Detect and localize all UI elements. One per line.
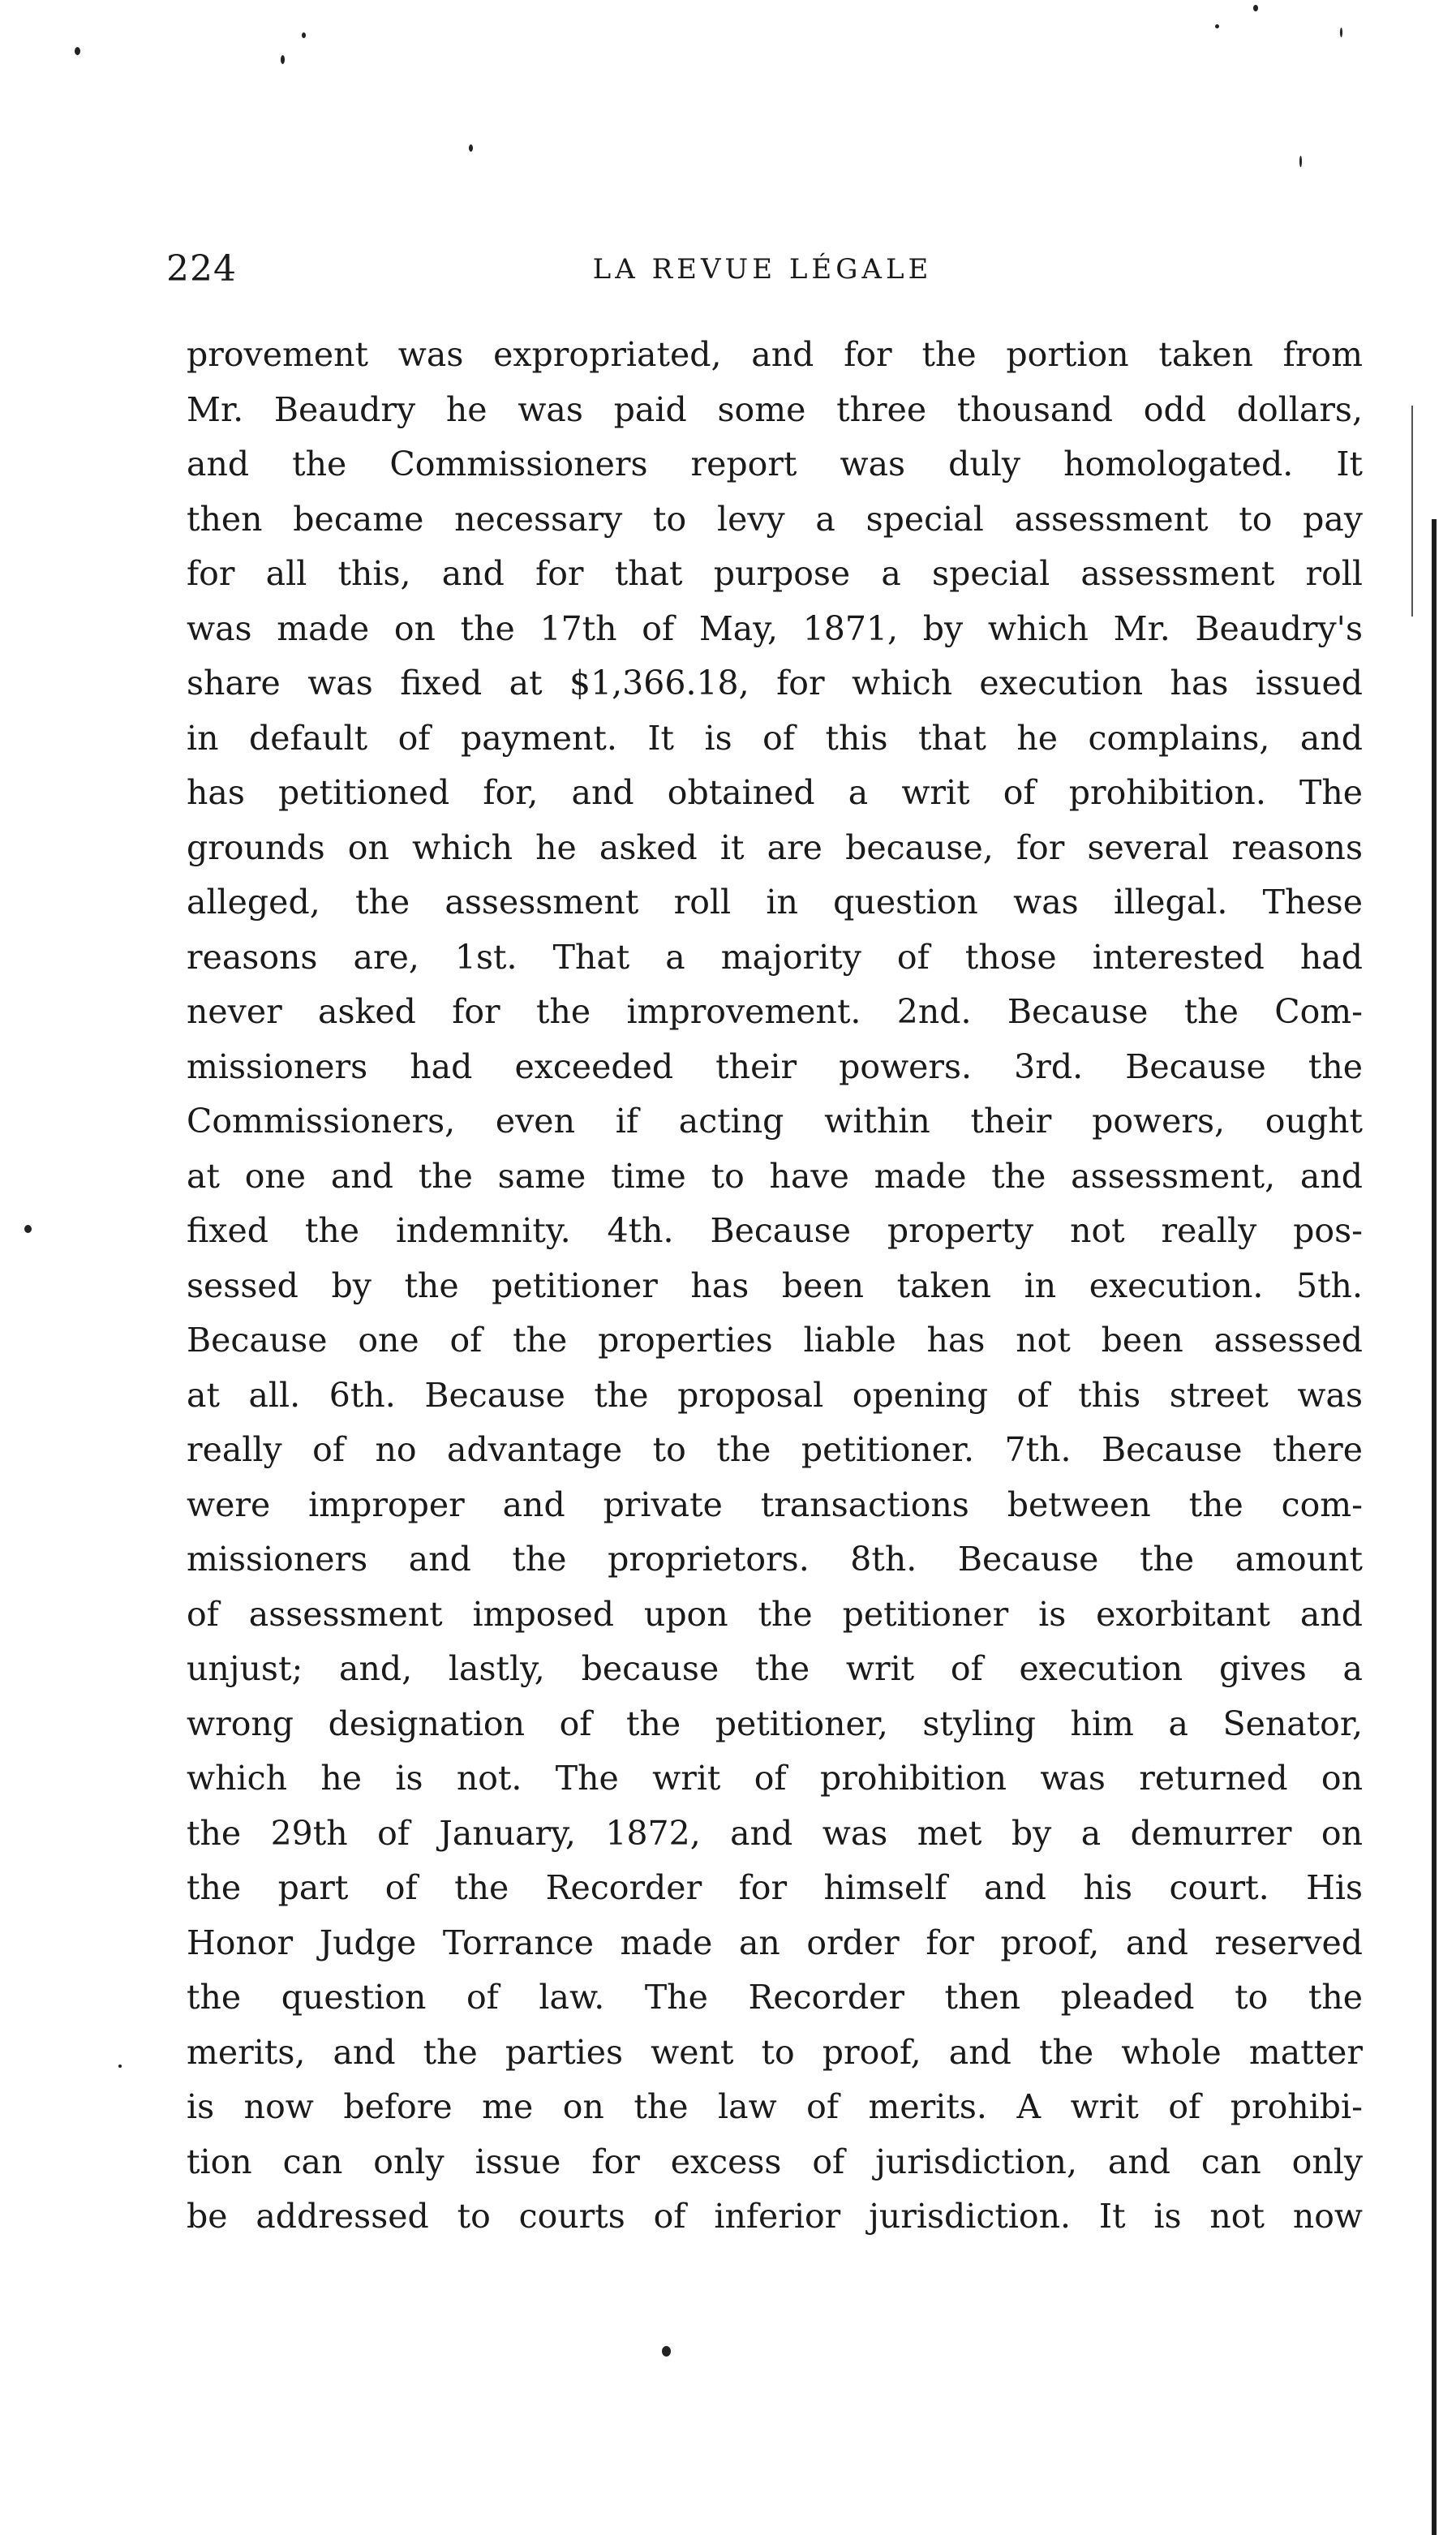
running-head: LA REVUE LÉGALE <box>592 253 933 286</box>
text-line: the part of the Recorder for himself and his court. His <box>187 1868 1363 1907</box>
text-line: and the Commissioners report was duly homologated. It <box>187 445 1363 483</box>
ink-speck <box>302 32 306 38</box>
text-line: then became necessary to levy a special assessment to pay <box>187 499 1363 539</box>
text-line: Commissioners, even if acting within their powers, ought <box>187 1102 1363 1141</box>
text-line: at all. 6th. Because the proposal opening of this street was <box>187 1375 1363 1415</box>
ink-speck <box>1340 28 1342 37</box>
text-line: the question of law. The Recorder then pleaded to the <box>187 1978 1363 2017</box>
text-line: missioners and the proprietors. 8th. Because the amount <box>187 1540 1363 1579</box>
text-line: is now before me on the law of merits. A writ of prohibi- <box>187 2087 1363 2126</box>
page-number: 224 <box>166 248 237 290</box>
text-line: grounds on which he asked it are because, for several reasons <box>187 827 1363 867</box>
text-line: for all this, and for that purpose a special assessment roll <box>187 554 1363 593</box>
text-line: the 29th of January, 1872, and was met by a demurrer on <box>187 1813 1363 1853</box>
text-line: be addressed to courts of inferior jurisdiction. It is not now <box>187 2197 1363 2236</box>
ink-speck <box>662 2346 671 2357</box>
page-header <box>166 248 1359 297</box>
text-line: at one and the same time to have made the assessment, and <box>187 1156 1363 1196</box>
ink-speck <box>1215 24 1219 28</box>
text-line: share was fixed at $1,366.18, for which execution has issued <box>187 664 1363 702</box>
text-line: tion can only issue for excess of jurisdiction, and can only <box>187 2142 1363 2181</box>
page-edge-line <box>1411 406 1413 617</box>
text-line: merits, and the parties went to proof, and the whole matter <box>187 2032 1363 2072</box>
text-line: was made on the 17th of May, 1871, by which Mr. Beaudry's <box>187 608 1363 648</box>
text-line: Mr. Beaudry he was paid some three thousand odd dollars, <box>187 389 1363 429</box>
text-line: reasons are, 1st. That a majority of those interested had <box>187 937 1363 977</box>
ink-speck <box>469 144 473 152</box>
ink-speck <box>24 1225 32 1233</box>
text-line: were improper and private transactions between the com- <box>187 1484 1363 1524</box>
text-line: provement was expropriated, and for the portion taken from <box>187 335 1363 374</box>
text-line: really of no advantage to the petitioner. 7th. Because there <box>187 1430 1363 1469</box>
text-line: of assessment imposed upon the petitioner is exorbitant and <box>187 1594 1363 1634</box>
ink-speck <box>118 2065 122 2068</box>
ink-speck <box>75 47 80 55</box>
text-line: in default of payment. It is of this that he complains, and <box>187 718 1363 758</box>
text-line: unjust; and, lastly, because the writ of execution gives a <box>187 1649 1363 1688</box>
text-line: never asked for the improvement. 2nd. Because the Com- <box>187 992 1363 1031</box>
text-line: which he is not. The writ of prohibition was returned on <box>187 1759 1363 1798</box>
page-edge-shadow <box>1432 519 1437 2535</box>
ink-speck <box>281 55 285 64</box>
text-line: sessed by the petitioner has been taken in execution. 5th. <box>187 1265 1363 1305</box>
body-text <box>187 328 1363 2245</box>
ink-speck <box>1253 5 1258 11</box>
text-line: Because one of the properties liable has not been assessed <box>187 1321 1363 1360</box>
text-line: wrong designation of the petitioner, styling him a Senator, <box>187 1704 1363 1743</box>
text-line: missioners had exceeded their powers. 3rd. Because the <box>187 1046 1363 1086</box>
text-line: alleged, the assessment roll in question was illegal. These <box>187 883 1363 922</box>
text-line: Honor Judge Torrance made an order for proof, and reserved <box>187 1923 1363 1962</box>
text-line: fixed the indemnity. 4th. Because property not really pos- <box>187 1211 1363 1250</box>
text-line: has petitioned for, and obtained a writ of prohibition. The <box>187 773 1363 812</box>
ink-speck <box>1299 156 1302 167</box>
